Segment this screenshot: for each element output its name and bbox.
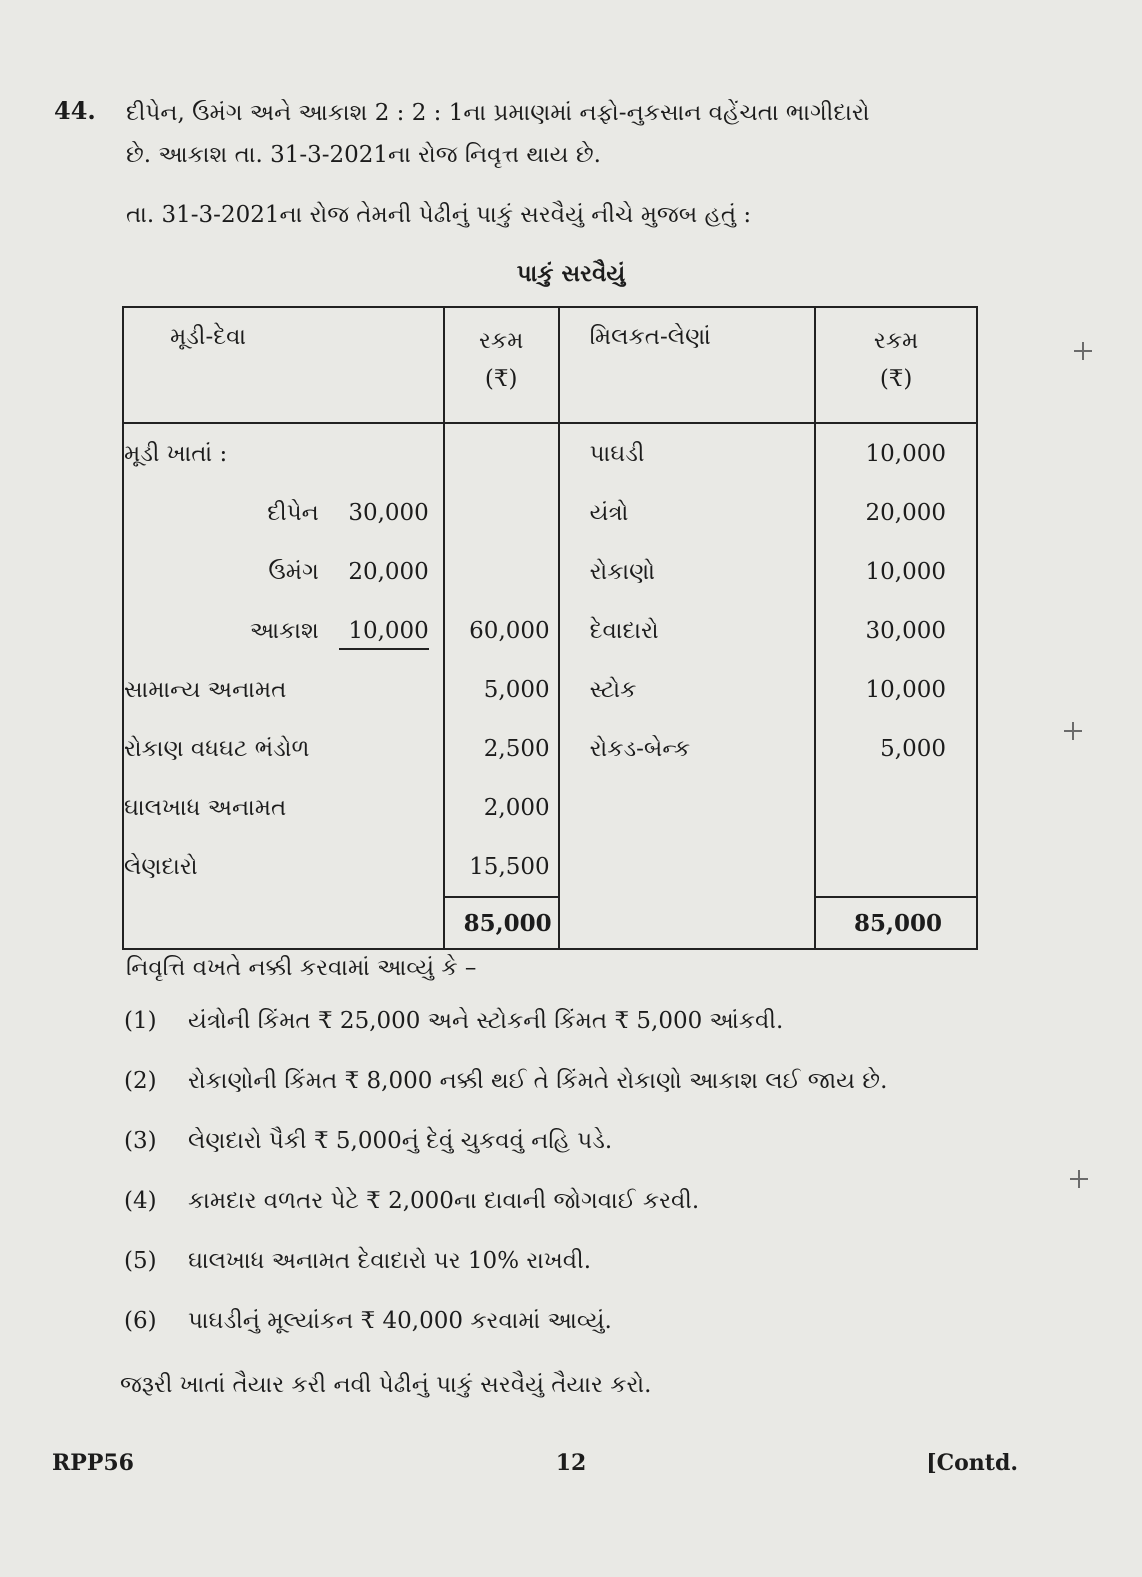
header-liabilities: મૂડી-દેવા [123,307,444,423]
table-row [123,837,977,897]
list-item [124,1188,887,1248]
liability-amount: 5,000 [444,660,559,719]
capital-total: 60,000 [444,601,559,660]
header-assets: મિલકત-લેણાં [559,307,816,423]
asset-label: રોકડ-બેન્ક [559,719,816,778]
list-item [124,1008,887,1068]
table-row [123,778,977,837]
paper-code: RPP56 [52,1450,134,1476]
header-currency: (₹) [484,366,518,392]
item-number: (1) [124,1008,157,1034]
item-number: (5) [124,1248,157,1274]
table-row [123,483,977,542]
item-text: યંત્રોની કિંમત ₹ 25,000 અને સ્ટોકની કિંમત ₹ 5,000 આંકવી. [188,1008,784,1034]
closing-instruction: જરૂરી ખાતાં તૈયાર કરી નવી પેઢીનું પાકું સરવૈયું તૈયાર કરો. [120,1372,652,1398]
list-item [124,1128,887,1188]
conditions-intro: નિવૃત્તિ વખતે નક્કી કરવામાં આવ્યું કે – [126,955,477,981]
staple-mark-icon [1074,342,1092,360]
asset-amount: 5,000 [815,719,977,778]
item-number: (4) [124,1188,157,1214]
table-total-row [123,897,977,949]
header-currency: (₹) [879,366,913,392]
staple-mark-icon [1064,722,1082,740]
liability-label: ઘાલખાધ અનામત [123,778,444,837]
asset-label: રોકાણો [559,542,816,601]
item-text: રોકાણોની કિંમત ₹ 8,000 નક્કી થઈ તે કિંમતે રોકાણો આકાશ લઈ જાય છે. [188,1068,888,1094]
total-assets: 85,000 [815,897,977,949]
asset-amount: 10,000 [815,660,977,719]
header-amount-assets [815,307,977,423]
question-line-2: છે. આકાશ તા. 31-3-2021ના રોજ નિવૃત્ત થાય છે. [126,142,601,168]
partner-capital [124,500,443,526]
list-item [124,1308,887,1368]
table-row [123,660,977,719]
liability-amount: 2,500 [444,719,559,778]
partner-name: દીપેન [267,499,319,526]
partner-name: ઉમંગ [268,558,319,585]
staple-mark-icon [1070,1170,1088,1188]
header-amount-label: રકમ [479,328,524,354]
asset-amount: 10,000 [815,423,977,483]
asset-label: પાઘડી [559,423,816,483]
page-number: 12 [555,1450,587,1476]
liability-amount: 15,500 [444,837,559,897]
asset-label: સ્ટોક [559,660,816,719]
liability-label: લેણદારો [123,837,444,897]
table-header-row [123,307,977,423]
question-intro [126,92,869,176]
partner-capital [124,618,443,644]
table-row [123,719,977,778]
partner-amount: 10,000 [339,618,429,650]
list-item [124,1068,887,1128]
conditions-list [124,1008,887,1368]
question-line-1: દીપેન, ઉમંગ અને આકાશ 2 : 2 : 1ના પ્રમાણમાં નફો-નુકસાન વહેંચતા ભાગીદારો [126,100,870,126]
liability-amount: 2,000 [444,778,559,837]
table-row [123,423,977,483]
asset-label: યંત્રો [559,483,816,542]
item-text: ઘાલખાધ અનામત દેવાદારો પર 10% રાખવી. [188,1248,592,1274]
item-number: (2) [124,1068,157,1094]
table-row [123,601,977,660]
balance-sheet-title: પાકું સરવૈયું [516,260,626,287]
item-number: (3) [124,1128,157,1154]
liability-label: સામાન્ય અનામત [123,660,444,719]
asset-amount: 10,000 [815,542,977,601]
item-text: લેણદારો પૈકી ₹ 5,000નું દેવું ચુકવવું નહિ પડે. [188,1128,613,1154]
list-item [124,1248,887,1308]
continued-marker: [Contd. [926,1450,1018,1476]
asset-label: દેવાદારો [559,601,816,660]
item-text: પાઘડીનું મૂલ્યાંકન ₹ 40,000 કરવામાં આવ્યું. [188,1308,612,1334]
partner-amount: 20,000 [348,558,429,585]
asset-amount: 20,000 [815,483,977,542]
question-line-3: તા. 31-3-2021ના રોજ તેમની પેઢીનું પાકું સરવૈયું નીચે મુજબ હતું : [126,202,752,228]
item-text: કામદાર વળતર પેટે ₹ 2,000ના દાવાની જોગવાઈ કરવી. [188,1188,700,1214]
liability-label: રોકાણ વધઘટ ભંડોળ [123,719,444,778]
asset-amount: 30,000 [815,601,977,660]
table-row [123,542,977,601]
question-number: 44. [54,96,96,125]
total-liabilities: 85,000 [444,897,559,949]
partner-amount: 30,000 [348,499,429,526]
capital-accounts-label: મૂડી ખાતાં : [123,423,444,483]
header-amount-label: રકમ [873,328,919,354]
header-amount-liabilities [444,307,559,423]
partner-name: આકાશ [249,617,319,644]
balance-sheet-table [122,306,978,950]
item-number: (6) [124,1308,157,1334]
partner-capital [124,559,443,585]
